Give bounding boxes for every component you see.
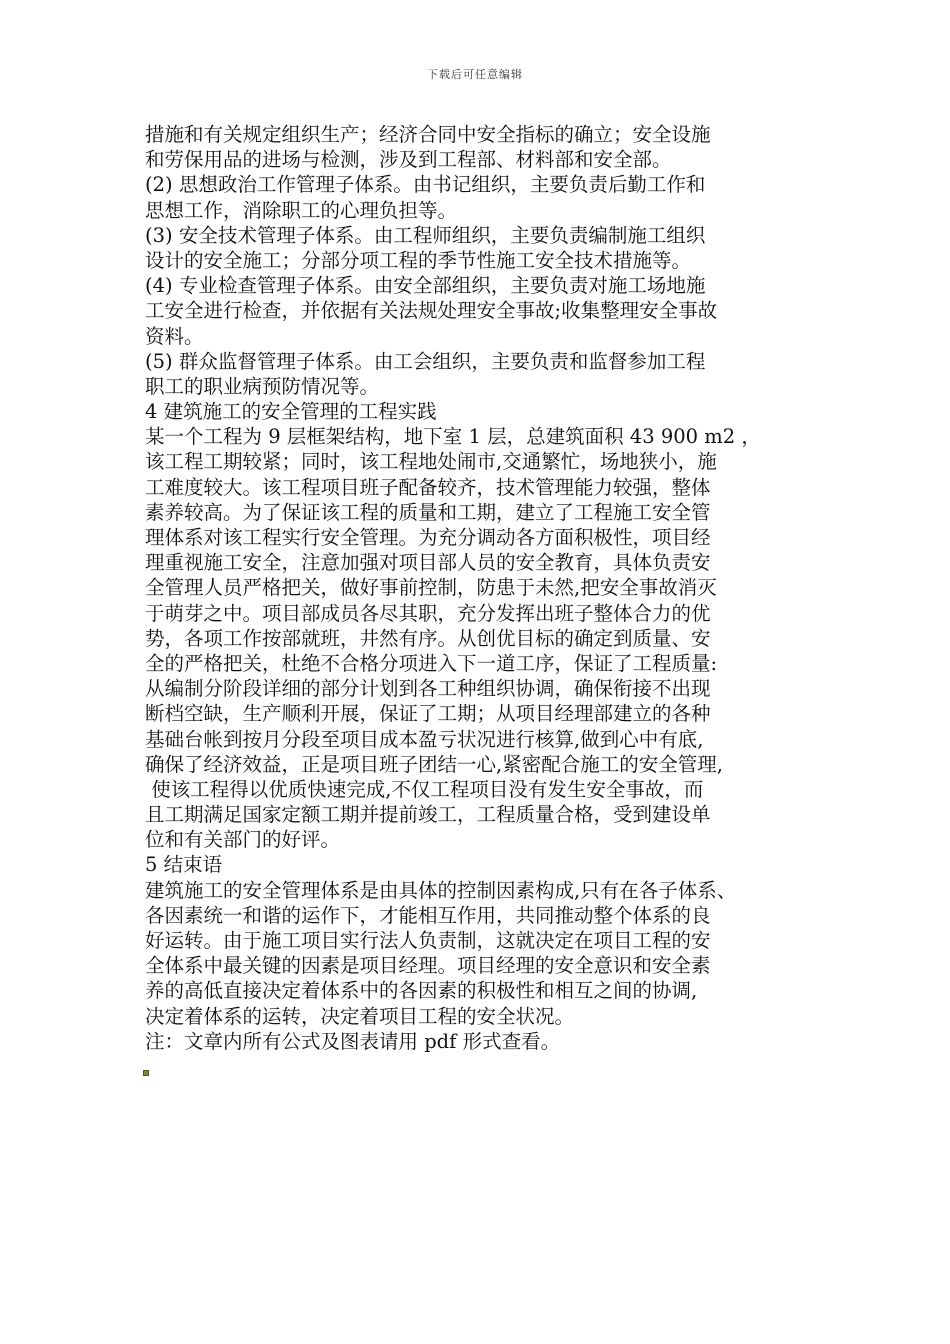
text-line: 工难度较大。该工程项目班子配备较齐，技术管理能力较强，整体 bbox=[145, 475, 711, 499]
text-line: 全管理人员严格把关，做好事前控制，防患于未然,把安全事故消灭 bbox=[145, 576, 717, 600]
image-placeholder-icon bbox=[143, 1070, 149, 1076]
text-line: 各因素统一和谐的运作下，才能相互作用，共同推动整个体系的良 bbox=[145, 903, 711, 927]
section-heading: 4 建筑施工的安全管理的工程实践 bbox=[145, 400, 437, 424]
text-line: 理体系对该工程实行安全管理。为充分调动各方面积极性，项目经 bbox=[145, 526, 711, 549]
text-line: (3) 安全技术管理子体系。由工程师组织，主要负责编制施工组织 bbox=[145, 223, 706, 247]
text-line: 养的高低直接决定着体系中的各因素的积极性和相互之间的协调, bbox=[145, 979, 698, 1003]
text-line: 从编制分阶段详细的部分计划到各工种组织协调，确保衔接不出现 bbox=[145, 677, 711, 701]
text-line: 决定着体系的运转，决定着项目工程的安全状况。 bbox=[145, 1004, 575, 1028]
text-line: 工安全进行检查，并依据有关法规处理安全事故;收集整理安全事故 bbox=[145, 299, 718, 323]
text-line: 好运转。由于施工项目实行法人负责制，这就决定在项目工程的安 bbox=[145, 929, 711, 952]
text-line: 职工的职业病预防情况等。 bbox=[145, 374, 380, 398]
section-heading: 5 结束语 bbox=[145, 853, 223, 877]
text-line: 位和有关部门的好评。 bbox=[145, 828, 341, 852]
text-line: 素养较高。为了保证该工程的质量和工期，建立了工程施工安全管 bbox=[145, 500, 711, 524]
text-line: 确保了经济效益，正是项目班子团结一心,紧密配合施工的安全管理, bbox=[145, 752, 723, 776]
text-line: 措施和有关规定组织生产；经济合同中安全指标的确立；安全设施 bbox=[145, 123, 711, 146]
text-line: 某一个工程为 9 层框架结构，地下室 1 层，总建筑面积 43 900 m2 ， bbox=[145, 425, 761, 449]
text-line: 全体系中最关键的因素是项目经理。项目经理的安全意识和安全素 bbox=[145, 954, 711, 978]
text-line: 思想工作，消除职工的心理负担等。 bbox=[145, 198, 458, 222]
text-line: 和劳保用品的进场与检测，涉及到工程部、材料部和安全部。 bbox=[145, 148, 672, 172]
text-line: 设计的安全施工；分部分项工程的季节性施工安全技术措施等。 bbox=[145, 248, 692, 272]
text-line: 基础台帐到按月分段至项目成本盈亏状况进行核算,做到心中有底, bbox=[145, 727, 704, 751]
text-line: 断档空缺，生产顺利开展，保证了工期；从项目经理部建立的各种 bbox=[145, 702, 711, 726]
text-line: (2) 思想政治工作管理子体系。由书记组织，主要负责后勤工作和 bbox=[145, 173, 706, 197]
text-line: 于萌芽之中。项目部成员各尽其职，充分发挥出班子整体合力的优 bbox=[145, 601, 711, 625]
footnote-line: 注：文章内所有公式及图表请用 pdf 形式查看。 bbox=[145, 1029, 561, 1053]
document-body bbox=[145, 122, 813, 1054]
text-line: 建筑施工的安全管理体系是由具体的控制因素构成,只有在各子体系、 bbox=[145, 878, 737, 902]
text-line: 使该工程得以优质快速完成,不仅工程项目没有发生安全事故，而 bbox=[145, 777, 704, 801]
text-line: 且工期满足国家定额工期并提前竣工，工程质量合格，受到建设单 bbox=[145, 803, 711, 827]
text-line: 该工程工期较紧；同时，该工程地处闹市,交通繁忙，场地狭小，施 bbox=[145, 450, 717, 474]
text-line: 资料。 bbox=[145, 324, 204, 348]
text-line: 全的严格把关，杜绝不合格分项进入下一道工序，保证了工程质量: bbox=[145, 651, 718, 675]
text-line: 理重视施工安全，注意加强对项目部人员的安全教育，具体负责安 bbox=[145, 551, 711, 575]
text-line: (4) 专业检查管理子体系。由安全部组织，主要负责对施工场地施 bbox=[145, 274, 706, 298]
page-header-note: 下载后可任意编辑 bbox=[427, 68, 523, 81]
text-line: (5) 群众监督管理子体系。由工会组织，主要负责和监督参加工程 bbox=[145, 349, 706, 373]
text-line: 势，各项工作按部就班，井然有序。从创优目标的确定到质量、安 bbox=[145, 626, 711, 650]
